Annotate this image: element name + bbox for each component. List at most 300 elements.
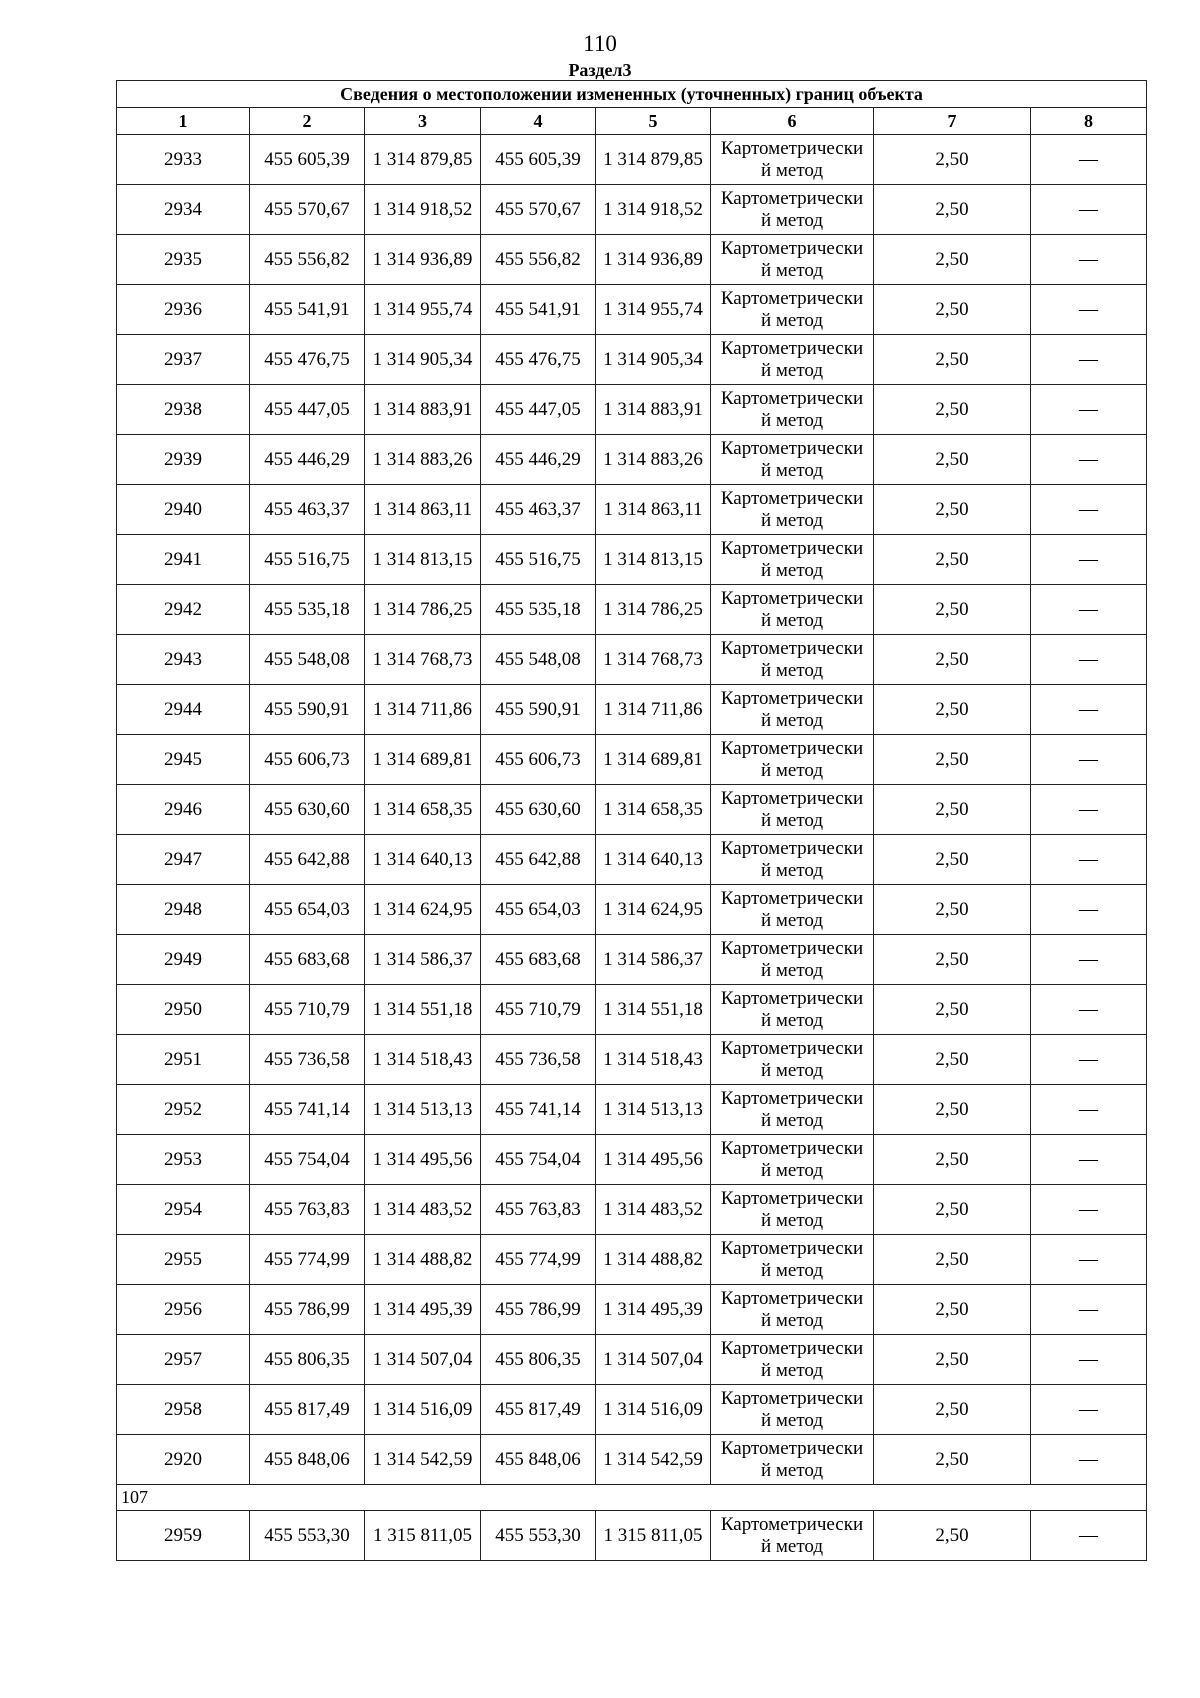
x-existing-cell: 455 763,83 xyxy=(250,1185,365,1235)
method-cell xyxy=(711,235,874,285)
y-refined-cell: 1 314 955,74 xyxy=(596,285,711,335)
y-refined-cell: 1 314 516,09 xyxy=(596,1385,711,1435)
point-number-cell: 2938 xyxy=(117,385,250,435)
method-cell xyxy=(711,1435,874,1485)
point-number-cell: 2952 xyxy=(117,1085,250,1135)
point-number-cell: 2942 xyxy=(117,585,250,635)
table-row xyxy=(117,685,1147,735)
point-number-cell: 2933 xyxy=(117,135,250,185)
y-existing-cell: 1 314 955,74 xyxy=(365,285,481,335)
method-text-line: й метод xyxy=(760,609,824,631)
y-refined-cell: 1 314 786,25 xyxy=(596,585,711,635)
accuracy-cell: 2,50 xyxy=(874,535,1031,585)
y-refined-cell: 1 314 542,59 xyxy=(596,1435,711,1485)
column-header: 4 xyxy=(481,108,596,135)
description-cell: — xyxy=(1031,1435,1147,1485)
point-number-cell: 2940 xyxy=(117,485,250,535)
x-refined-cell: 455 476,75 xyxy=(481,335,596,385)
x-refined-cell: 455 590,91 xyxy=(481,685,596,735)
y-existing-cell: 1 314 786,25 xyxy=(365,585,481,635)
method-text-line: Картометрически xyxy=(720,337,864,359)
method-text-line: Картометрически xyxy=(720,1437,864,1459)
method-cell xyxy=(711,1085,874,1135)
method-cell xyxy=(711,485,874,535)
table-row xyxy=(117,985,1147,1035)
method-text-line: Картометрически xyxy=(720,837,864,859)
method-text-line: й метод xyxy=(760,1059,824,1081)
method-text-line: й метод xyxy=(760,859,824,881)
point-number-cell: 2935 xyxy=(117,235,250,285)
table-row xyxy=(117,1235,1147,1285)
accuracy-cell: 2,50 xyxy=(874,635,1031,685)
table-row xyxy=(117,1085,1147,1135)
table-row xyxy=(117,1435,1147,1485)
method-cell xyxy=(711,335,874,385)
description-cell: — xyxy=(1031,535,1147,585)
method-cell xyxy=(711,535,874,585)
method-text-line: й метод xyxy=(760,1535,824,1557)
method-text-line: й метод xyxy=(760,309,824,331)
table-row xyxy=(117,735,1147,785)
x-existing-cell: 455 741,14 xyxy=(250,1085,365,1135)
method-text-line: Картометрически xyxy=(720,1287,864,1309)
x-existing-cell: 455 590,91 xyxy=(250,685,365,735)
method-text-line: й метод xyxy=(760,959,824,981)
y-existing-cell: 1 314 863,11 xyxy=(365,485,481,535)
method-text-line: Картометрически xyxy=(720,887,864,909)
y-existing-cell: 1 314 658,35 xyxy=(365,785,481,835)
method-cell xyxy=(711,435,874,485)
accuracy-cell: 2,50 xyxy=(874,885,1031,935)
y-refined-cell: 1 314 507,04 xyxy=(596,1335,711,1385)
method-text-line: Картометрически xyxy=(720,437,864,459)
method-cell xyxy=(711,1135,874,1185)
table-row xyxy=(117,785,1147,835)
x-refined-cell: 455 754,04 xyxy=(481,1135,596,1185)
method-text-line: й метод xyxy=(760,709,824,731)
method-text-line: Картометрически xyxy=(720,637,864,659)
description-cell: — xyxy=(1031,685,1147,735)
point-number-cell: 2951 xyxy=(117,1035,250,1085)
y-refined-cell: 1 314 624,95 xyxy=(596,885,711,935)
accuracy-cell: 2,50 xyxy=(874,1385,1031,1435)
x-existing-cell: 455 806,35 xyxy=(250,1335,365,1385)
x-existing-cell: 455 754,04 xyxy=(250,1135,365,1185)
accuracy-cell: 2,50 xyxy=(874,1085,1031,1135)
table-row xyxy=(117,1285,1147,1335)
method-cell xyxy=(711,885,874,935)
table-row xyxy=(117,1035,1147,1085)
x-existing-cell: 455 605,39 xyxy=(250,135,365,185)
table-row xyxy=(117,335,1147,385)
x-existing-cell: 455 446,29 xyxy=(250,435,365,485)
method-text-line: й метод xyxy=(760,759,824,781)
y-existing-cell: 1 314 624,95 xyxy=(365,885,481,935)
y-refined-cell: 1 314 488,82 xyxy=(596,1235,711,1285)
point-number-cell: 2949 xyxy=(117,935,250,985)
method-cell xyxy=(711,135,874,185)
method-cell xyxy=(711,635,874,685)
y-existing-cell: 1 314 586,37 xyxy=(365,935,481,985)
x-existing-cell: 455 463,37 xyxy=(250,485,365,535)
x-refined-cell: 455 786,99 xyxy=(481,1285,596,1335)
method-text-line: Картометрически xyxy=(720,1387,864,1409)
y-existing-cell: 1 314 542,59 xyxy=(365,1435,481,1485)
table-row xyxy=(117,1185,1147,1235)
table-row xyxy=(117,485,1147,535)
accuracy-cell: 2,50 xyxy=(874,385,1031,435)
method-text-line: Картометрически xyxy=(720,1087,864,1109)
method-text-line: Картометрически xyxy=(720,537,864,559)
y-refined-cell: 1 314 586,37 xyxy=(596,935,711,985)
method-text-line: й метод xyxy=(760,1259,824,1281)
method-text-line: Картометрически xyxy=(720,237,864,259)
method-cell xyxy=(711,1235,874,1285)
method-text-line: й метод xyxy=(760,409,824,431)
section-label: Раздел3 xyxy=(568,60,632,80)
x-existing-cell: 455 535,18 xyxy=(250,585,365,635)
x-refined-cell: 455 548,08 xyxy=(481,635,596,685)
x-refined-cell: 455 654,03 xyxy=(481,885,596,935)
table-row xyxy=(117,135,1147,185)
method-text-line: Картометрически xyxy=(720,487,864,509)
method-cell xyxy=(711,385,874,435)
column-header: 1 xyxy=(117,108,250,135)
method-text-line: й метод xyxy=(760,359,824,381)
table-row xyxy=(117,385,1147,435)
y-existing-cell: 1 314 518,43 xyxy=(365,1035,481,1085)
description-cell: — xyxy=(1031,285,1147,335)
accuracy-cell: 2,50 xyxy=(874,985,1031,1035)
description-cell: — xyxy=(1031,785,1147,835)
method-text-line: й метод xyxy=(760,809,824,831)
method-cell xyxy=(711,1335,874,1385)
x-refined-cell: 455 447,05 xyxy=(481,385,596,435)
method-text-line: й метод xyxy=(760,1209,824,1231)
method-text-line: Картометрически xyxy=(720,1037,864,1059)
point-number-cell: 2950 xyxy=(117,985,250,1035)
y-existing-cell: 1 314 883,26 xyxy=(365,435,481,485)
table-row xyxy=(117,1385,1147,1435)
y-refined-cell: 1 315 811,05 xyxy=(596,1511,711,1561)
method-text-line: Картометрически xyxy=(720,387,864,409)
accuracy-cell: 2,50 xyxy=(874,185,1031,235)
method-text-line: й метод xyxy=(760,259,824,281)
column-header: 5 xyxy=(596,108,711,135)
description-cell: — xyxy=(1031,1235,1147,1285)
accuracy-cell: 2,50 xyxy=(874,1135,1031,1185)
y-existing-cell: 1 314 883,91 xyxy=(365,385,481,435)
accuracy-cell: 2,50 xyxy=(874,335,1031,385)
description-cell: — xyxy=(1031,135,1147,185)
y-refined-cell: 1 314 495,39 xyxy=(596,1285,711,1335)
y-refined-cell: 1 314 513,13 xyxy=(596,1085,711,1135)
x-refined-cell: 455 710,79 xyxy=(481,985,596,1035)
point-number-cell: 2934 xyxy=(117,185,250,235)
point-number-cell: 2920 xyxy=(117,1435,250,1485)
accuracy-cell: 2,50 xyxy=(874,1335,1031,1385)
y-existing-cell: 1 314 879,85 xyxy=(365,135,481,185)
y-refined-cell: 1 314 768,73 xyxy=(596,635,711,685)
method-text-line: Картометрически xyxy=(720,187,864,209)
point-number-cell: 2953 xyxy=(117,1135,250,1185)
accuracy-cell: 2,50 xyxy=(874,785,1031,835)
point-number-cell: 2944 xyxy=(117,685,250,735)
y-existing-cell: 1 314 516,09 xyxy=(365,1385,481,1435)
point-number-cell: 2955 xyxy=(117,1235,250,1285)
method-text-line: й метод xyxy=(760,909,824,931)
x-existing-cell: 455 553,30 xyxy=(250,1511,365,1561)
method-text-line: й метод xyxy=(760,509,824,531)
accuracy-cell: 2,50 xyxy=(874,1511,1031,1561)
x-existing-cell: 455 541,91 xyxy=(250,285,365,335)
y-existing-cell: 1 314 507,04 xyxy=(365,1335,481,1385)
method-cell xyxy=(711,1185,874,1235)
description-cell: — xyxy=(1031,435,1147,485)
accuracy-cell: 2,50 xyxy=(874,485,1031,535)
x-refined-cell: 455 741,14 xyxy=(481,1085,596,1135)
description-cell: — xyxy=(1031,385,1147,435)
description-cell: — xyxy=(1031,1035,1147,1085)
y-refined-cell: 1 314 936,89 xyxy=(596,235,711,285)
x-refined-cell: 455 630,60 xyxy=(481,785,596,835)
method-text-line: й метод xyxy=(760,559,824,581)
x-refined-cell: 455 817,49 xyxy=(481,1385,596,1435)
x-refined-cell: 455 541,91 xyxy=(481,285,596,335)
description-cell: — xyxy=(1031,185,1147,235)
x-refined-cell: 455 605,39 xyxy=(481,135,596,185)
x-existing-cell: 455 447,05 xyxy=(250,385,365,435)
y-existing-cell: 1 314 483,52 xyxy=(365,1185,481,1235)
x-existing-cell: 455 630,60 xyxy=(250,785,365,835)
method-text-line: Картометрически xyxy=(720,1137,864,1159)
y-refined-cell: 1 314 905,34 xyxy=(596,335,711,385)
x-existing-cell: 455 556,82 xyxy=(250,235,365,285)
y-refined-cell: 1 314 518,43 xyxy=(596,1035,711,1085)
description-cell: — xyxy=(1031,1135,1147,1185)
column-header: 3 xyxy=(365,108,481,135)
x-refined-cell: 455 463,37 xyxy=(481,485,596,535)
table-row xyxy=(117,635,1147,685)
point-number-cell: 2945 xyxy=(117,735,250,785)
method-cell xyxy=(711,285,874,335)
method-text-line: й метод xyxy=(760,1109,824,1131)
method-text-line: Картометрически xyxy=(720,1187,864,1209)
method-text-line: й метод xyxy=(760,1409,824,1431)
y-refined-cell: 1 314 883,91 xyxy=(596,385,711,435)
accuracy-cell: 2,50 xyxy=(874,1435,1031,1485)
y-refined-cell: 1 314 640,13 xyxy=(596,835,711,885)
x-existing-cell: 455 548,08 xyxy=(250,635,365,685)
method-text-line: й метод xyxy=(760,659,824,681)
y-refined-cell: 1 314 495,56 xyxy=(596,1135,711,1185)
accuracy-cell: 2,50 xyxy=(874,1185,1031,1235)
accuracy-cell: 2,50 xyxy=(874,835,1031,885)
group-label: 107 xyxy=(117,1485,1147,1511)
point-number-cell: 2936 xyxy=(117,285,250,335)
x-existing-cell: 455 570,67 xyxy=(250,185,365,235)
description-cell: — xyxy=(1031,1285,1147,1335)
table-row xyxy=(117,1511,1147,1561)
table-row xyxy=(117,935,1147,985)
method-cell xyxy=(711,585,874,635)
boundary-table xyxy=(116,80,1147,1561)
method-text-line: Картометрически xyxy=(720,287,864,309)
x-existing-cell: 455 848,06 xyxy=(250,1435,365,1485)
method-cell xyxy=(711,935,874,985)
x-existing-cell: 455 642,88 xyxy=(250,835,365,885)
x-refined-cell: 455 848,06 xyxy=(481,1435,596,1485)
y-refined-cell: 1 314 658,35 xyxy=(596,785,711,835)
x-existing-cell: 455 736,58 xyxy=(250,1035,365,1085)
table-row xyxy=(117,1335,1147,1385)
method-text-line: Картометрически xyxy=(720,1237,864,1259)
x-refined-cell: 455 570,67 xyxy=(481,185,596,235)
accuracy-cell: 2,50 xyxy=(874,935,1031,985)
accuracy-cell: 2,50 xyxy=(874,285,1031,335)
y-existing-cell: 1 314 905,34 xyxy=(365,335,481,385)
x-refined-cell: 455 763,83 xyxy=(481,1185,596,1235)
table-row xyxy=(117,585,1147,635)
point-number-cell: 2948 xyxy=(117,885,250,935)
y-existing-cell: 1 314 813,15 xyxy=(365,535,481,585)
table-row xyxy=(117,235,1147,285)
table-title: Сведения о местоположении измененных (уточненных) границ объекта xyxy=(117,81,1147,108)
point-number-cell: 2947 xyxy=(117,835,250,885)
method-text-line: й метод xyxy=(760,209,824,231)
y-refined-cell: 1 314 863,11 xyxy=(596,485,711,535)
point-number-cell: 2956 xyxy=(117,1285,250,1335)
column-header: 2 xyxy=(250,108,365,135)
accuracy-cell: 2,50 xyxy=(874,1285,1031,1335)
point-number-cell: 2946 xyxy=(117,785,250,835)
method-cell xyxy=(711,1285,874,1335)
method-text-line: Картометрически xyxy=(720,1513,864,1535)
accuracy-cell: 2,50 xyxy=(874,435,1031,485)
y-existing-cell: 1 315 811,05 xyxy=(365,1511,481,1561)
point-number-cell: 2957 xyxy=(117,1335,250,1385)
y-existing-cell: 1 314 513,13 xyxy=(365,1085,481,1135)
y-existing-cell: 1 314 495,39 xyxy=(365,1285,481,1335)
method-cell xyxy=(711,1385,874,1435)
method-text-line: й метод xyxy=(760,1309,824,1331)
description-cell: — xyxy=(1031,985,1147,1035)
accuracy-cell: 2,50 xyxy=(874,735,1031,785)
method-text-line: Картометрически xyxy=(720,987,864,1009)
x-existing-cell: 455 606,73 xyxy=(250,735,365,785)
x-existing-cell: 455 476,75 xyxy=(250,335,365,385)
description-cell: — xyxy=(1031,635,1147,685)
y-existing-cell: 1 314 936,89 xyxy=(365,235,481,285)
y-refined-cell: 1 314 883,26 xyxy=(596,435,711,485)
y-refined-cell: 1 314 551,18 xyxy=(596,985,711,1035)
x-refined-cell: 455 774,99 xyxy=(481,1235,596,1285)
y-refined-cell: 1 314 689,81 xyxy=(596,735,711,785)
page-number: 110 xyxy=(583,31,617,56)
method-text-line: й метод xyxy=(760,1159,824,1181)
method-cell xyxy=(711,735,874,785)
y-existing-cell: 1 314 551,18 xyxy=(365,985,481,1035)
method-cell xyxy=(711,1035,874,1085)
x-refined-cell: 455 446,29 xyxy=(481,435,596,485)
method-text-line: й метод xyxy=(760,1359,824,1381)
point-number-cell: 2937 xyxy=(117,335,250,385)
description-cell: — xyxy=(1031,335,1147,385)
method-text-line: Картометрически xyxy=(720,937,864,959)
y-existing-cell: 1 314 768,73 xyxy=(365,635,481,685)
table-row xyxy=(117,435,1147,485)
method-text-line: й метод xyxy=(760,1009,824,1031)
method-text-line: Картометрически xyxy=(720,587,864,609)
method-text-line: Картометрически xyxy=(720,787,864,809)
y-existing-cell: 1 314 689,81 xyxy=(365,735,481,785)
accuracy-cell: 2,50 xyxy=(874,235,1031,285)
table-row xyxy=(117,835,1147,885)
description-cell: — xyxy=(1031,1385,1147,1435)
point-number-cell: 2959 xyxy=(117,1511,250,1561)
description-cell: — xyxy=(1031,1335,1147,1385)
y-existing-cell: 1 314 711,86 xyxy=(365,685,481,735)
method-text-line: Картометрически xyxy=(720,1337,864,1359)
method-cell xyxy=(711,185,874,235)
method-cell xyxy=(711,785,874,835)
method-text-line: й метод xyxy=(760,459,824,481)
description-cell: — xyxy=(1031,235,1147,285)
table-row xyxy=(117,1135,1147,1185)
x-existing-cell: 455 516,75 xyxy=(250,535,365,585)
method-text-line: Картометрически xyxy=(720,687,864,709)
point-number-cell: 2939 xyxy=(117,435,250,485)
x-existing-cell: 455 817,49 xyxy=(250,1385,365,1435)
description-cell: — xyxy=(1031,935,1147,985)
description-cell: — xyxy=(1031,1185,1147,1235)
x-refined-cell: 455 535,18 xyxy=(481,585,596,635)
x-existing-cell: 455 786,99 xyxy=(250,1285,365,1335)
x-refined-cell: 455 736,58 xyxy=(481,1035,596,1085)
y-refined-cell: 1 314 918,52 xyxy=(596,185,711,235)
x-existing-cell: 455 710,79 xyxy=(250,985,365,1035)
method-cell xyxy=(711,985,874,1035)
accuracy-cell: 2,50 xyxy=(874,135,1031,185)
x-refined-cell: 455 642,88 xyxy=(481,835,596,885)
method-text-line: Картометрически xyxy=(720,737,864,759)
point-number-cell: 2954 xyxy=(117,1185,250,1235)
description-cell: — xyxy=(1031,835,1147,885)
table-row xyxy=(117,885,1147,935)
point-number-cell: 2943 xyxy=(117,635,250,685)
description-cell: — xyxy=(1031,485,1147,535)
x-refined-cell: 455 806,35 xyxy=(481,1335,596,1385)
description-cell: — xyxy=(1031,885,1147,935)
method-text-line: й метод xyxy=(760,1459,824,1481)
y-existing-cell: 1 314 495,56 xyxy=(365,1135,481,1185)
accuracy-cell: 2,50 xyxy=(874,1035,1031,1085)
point-number-cell: 2958 xyxy=(117,1385,250,1435)
y-refined-cell: 1 314 813,15 xyxy=(596,535,711,585)
description-cell: — xyxy=(1031,735,1147,785)
column-header: 6 xyxy=(711,108,874,135)
description-cell: — xyxy=(1031,1085,1147,1135)
point-number-cell: 2941 xyxy=(117,535,250,585)
y-refined-cell: 1 314 483,52 xyxy=(596,1185,711,1235)
y-existing-cell: 1 314 640,13 xyxy=(365,835,481,885)
x-refined-cell: 455 516,75 xyxy=(481,535,596,585)
method-text-line: Картометрически xyxy=(720,137,864,159)
method-cell xyxy=(711,685,874,735)
y-existing-cell: 1 314 488,82 xyxy=(365,1235,481,1285)
description-cell: — xyxy=(1031,1511,1147,1561)
table-row xyxy=(117,535,1147,585)
